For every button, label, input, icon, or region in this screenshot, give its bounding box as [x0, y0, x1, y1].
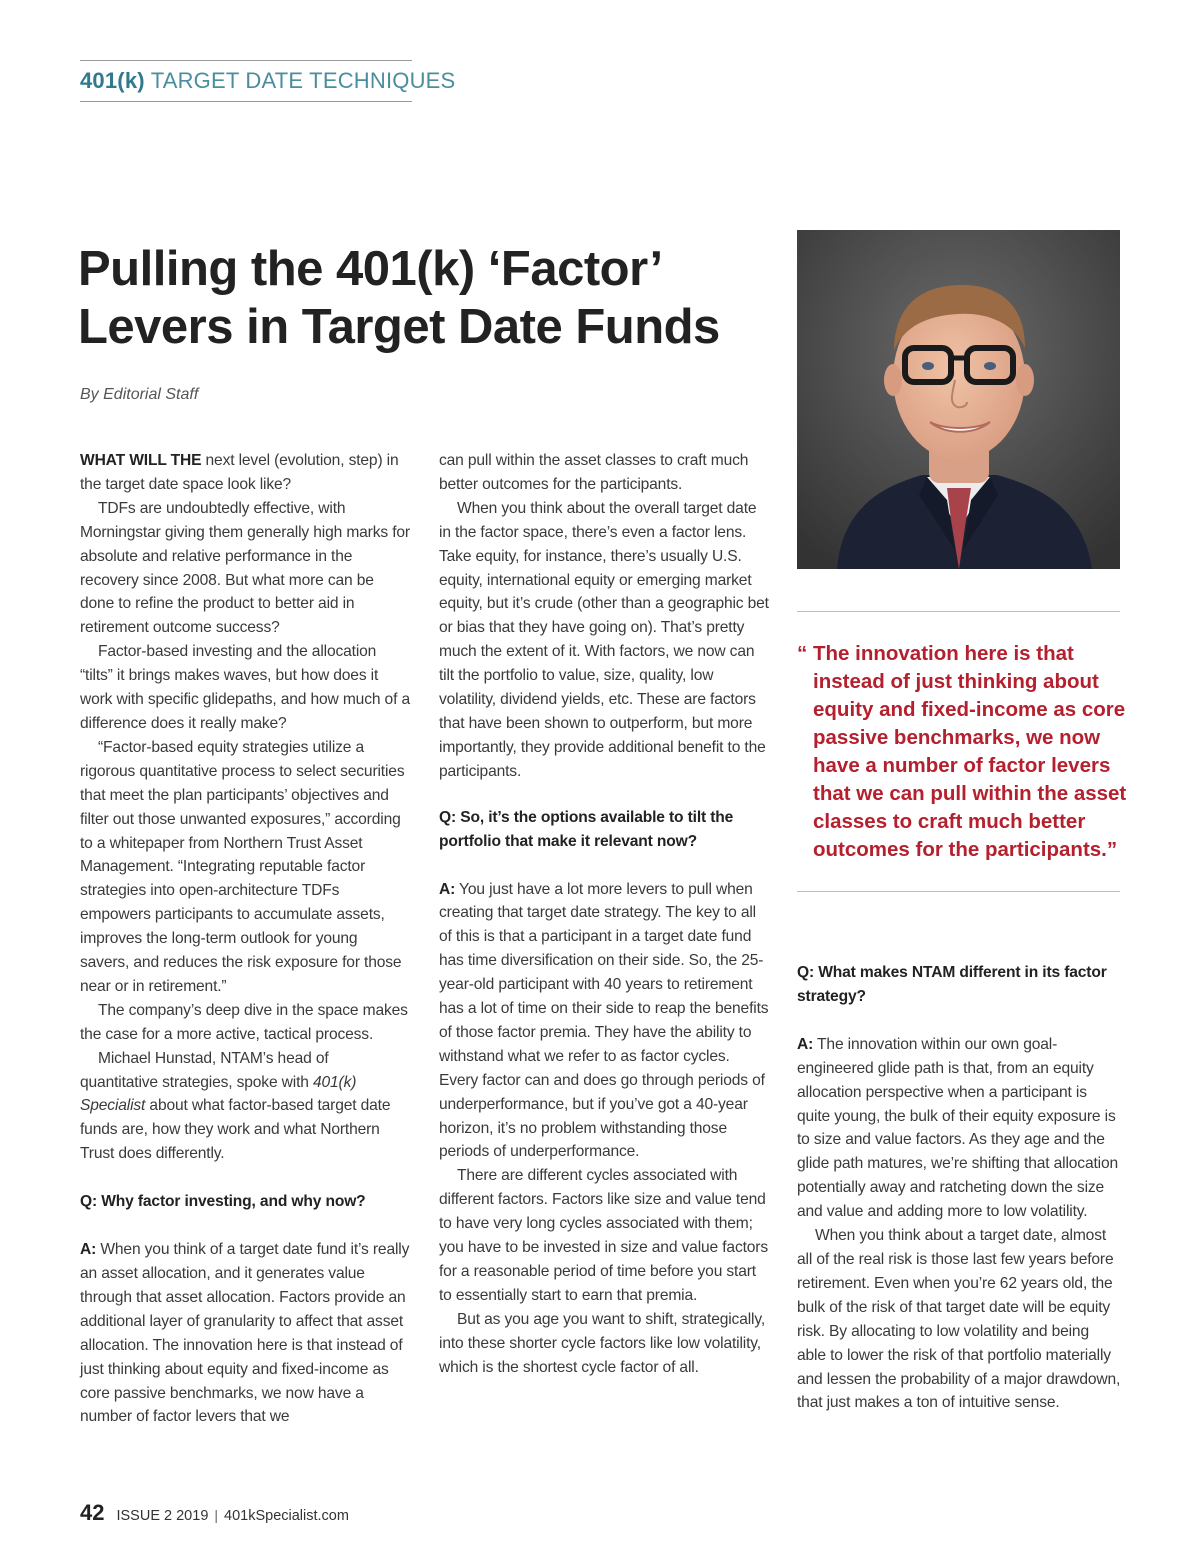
header-rule-bottom	[80, 101, 412, 102]
pull-quote-rule-bottom	[797, 891, 1120, 892]
paragraph: But as you age you want to shift, strategically, into these shorter cycle factors like low volatility, which is the shortest cycle factor of all.	[439, 1310, 766, 1376]
paragraph: TDFs are undoubtedly effective, with Morningstar giving them generally high marks for absolute and relative performance in the recovery since 2008. But what more can be done to refine the product to better aid in retirement outcome success?	[80, 499, 410, 637]
paragraph: The company’s deep dive in the space makes the case for a more active, tactical process.	[80, 1001, 408, 1043]
answer-label: A:	[80, 1241, 97, 1259]
paragraph: When you think about a target date, almost all of the real risk is those last few years before retirement. Even when you’re 62 years old, the bulk of the risk of that target date will be equity risk. By allocating to low volatility and being able to lower the risk of that portfolio materially and lessen the probability of a major drawdown, that just makes a ton of intuitive sense.	[797, 1227, 1121, 1412]
page-footer	[80, 1500, 349, 1526]
paragraph: When you think about the overall target date in the factor space, there’s even a factor lens. Take equity, for instance, there’s usually U.S. equity, international equity or emerging market equity, but it’s crude (other than a geographic bet or bias that they have going on). That’s pretty much the extent of it. With factors, we now can tilt the portfolio to value, size, quality, low volatility, dividend yields, etc. These are factors that have been shown to outperform, but more importantly, they provide additional benefit to the participants.	[439, 499, 769, 780]
footer-site-link[interactable]: 401kSpecialist.com	[224, 1508, 349, 1524]
paragraph-text: Michael Hunstad, NTAM’s head of quantitative strategies, spoke with	[80, 1049, 329, 1091]
publication-name: 401(k) Specialist	[80, 1073, 357, 1115]
answer-paragraph	[80, 1238, 410, 1429]
paragraph-text: about what factor-based target date funds are, how they work and what Northern Trust does differently.	[80, 1097, 391, 1163]
paragraph: Factor-based investing and the allocation “tilts” it brings makes waves, but how does it work with specific glidepaths, and how much of a difference does it really make?	[80, 643, 410, 732]
answer-text: You just have a lot more levers to pull when creating that target date strategy. The key to all of this is that a participant in a target date fund has time diversification on their side. So, the 25-year-old participant with 40 years to retirement has a lot of time on their side to reap the benefits of those factor premia. They have the ability to withstand what we refer to as factor cycles. Every factor can and does go through periods of underperformance, but if you’ve got a 40-year horizon, it’s no problem withstanding those periods of underperformance.	[439, 880, 769, 1161]
article-column-1	[80, 449, 410, 1429]
lead-in-caps: WHAT WILL THE	[80, 452, 202, 469]
answer-text: The innovation within our own goal-engineered glide path is that, from an equity allocation perspective when a participant is quite young, the bulk of their equity exposure is to size and value factors. As they age and the glide path matures, we’re shifting that allocation potentially away and ratcheting down the size and value and adding more to low volatility.	[797, 1035, 1119, 1221]
answer-text: When you think of a target date fund it’s really an asset allocation, and it generates value through that asset allocation. Factors provide an additional layer of granularity to affect that asset allocation. The innovation here is that instead of just thinking about equity and fixed-income as core passive benchmarks, we now have a number of factor levers that we	[80, 1241, 410, 1426]
paragraph: can pull within the asset classes to craft much better outcomes for the participants.	[439, 452, 749, 493]
answer-paragraph	[439, 878, 769, 1165]
section-label-light: TARGET DATE TECHNIQUES	[150, 68, 456, 93]
section-label	[80, 68, 455, 94]
answer-paragraph	[797, 1033, 1122, 1224]
answer-label: A:	[797, 1035, 814, 1053]
page-number: 42	[80, 1500, 105, 1525]
author-portrait-photo	[797, 230, 1120, 569]
article-column-3	[797, 961, 1122, 1415]
pull-quote-text: The innovation here is that instead of just thinking about equity and fixed-income as core passive benchmarks, we now have a number of factor levers that we can pull within the asset classes to craft much better outcomes for the participants.”	[813, 642, 1127, 861]
paragraph: There are different cycles associated with different factors. Factors like size and value tend to have very long cycles associated with them; you have to be invested in size and value factors for a reasonable period of time before you start to essentially start to earn that premia.	[439, 1167, 768, 1304]
pull-quote-open-mark: “	[797, 642, 808, 665]
question-heading: Q: What makes NTAM different in its factor strategy?	[797, 964, 1107, 1005]
header-rule-top	[80, 60, 412, 61]
section-label-strong: 401(k)	[80, 68, 145, 93]
question-heading: Q: Why factor investing, and why now?	[80, 1193, 366, 1211]
intro-paragraph	[80, 449, 410, 497]
pull-quote	[797, 640, 1127, 864]
article-column-2	[439, 449, 769, 1380]
question-heading: Q: So, it’s the options available to tilt the portfolio that make it relevant now?	[439, 808, 734, 850]
article-title-line-1: Pulling the 401(k) ‘Factor’	[78, 242, 663, 296]
footer-separator: |	[214, 1507, 219, 1523]
article-title	[78, 240, 778, 356]
paragraph: “Factor-based equity strategies utilize a rigorous quantitative process to select securities that meet the plan participants’ objectives and filter out those unwanted exposures,” according to a whitepaper from Northern Trust Asset Management. “Integrating reputable factor strategies into open-architecture TDFs empowers participants to accumulate assets, improves the long-term outlook for young savers, and reduces the risk exposure for those near or in retirement.”	[80, 738, 405, 995]
portrait-illustration	[797, 230, 1120, 569]
paragraph	[80, 1047, 410, 1167]
issue-label: ISSUE 2 2019	[116, 1508, 209, 1524]
intro-text: next level (evolution, step) in the target date space look like?	[80, 452, 399, 493]
pull-quote-rule-top	[797, 611, 1120, 612]
answer-label: A:	[439, 880, 456, 898]
article-title-line-2: Levers in Target Date Funds	[78, 300, 720, 354]
article-byline: By Editorial Staff	[80, 386, 199, 403]
